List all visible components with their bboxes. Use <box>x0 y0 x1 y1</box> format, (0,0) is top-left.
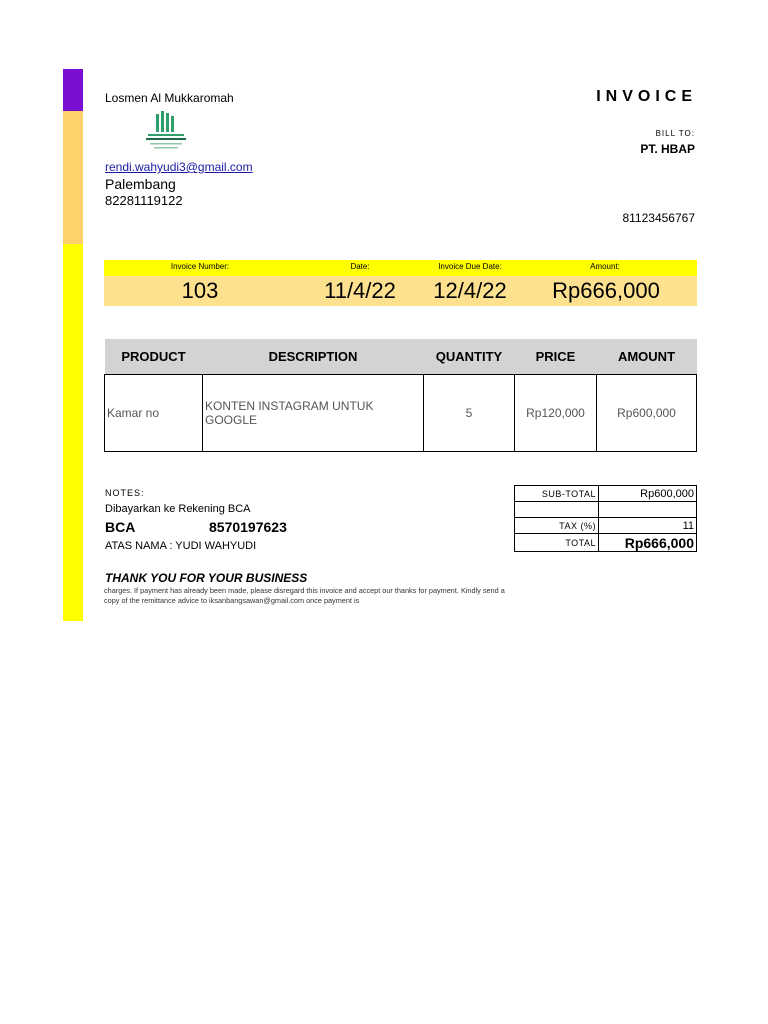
notes-text: Dibayarkan ke Rekening BCA <box>105 503 251 515</box>
header-quantity: QUANTITY <box>424 339 515 375</box>
accent-bar-yellow <box>63 244 83 621</box>
product-table-header <box>105 339 697 375</box>
company-name: Losmen Al Mukkaromah <box>105 91 234 105</box>
subtotal-row <box>515 486 697 502</box>
account-holder: ATAS NAMA : YUDI WAHYUDI <box>105 540 257 552</box>
row-quantity: 5 <box>424 375 515 452</box>
invoice-number-label: Invoice Number: <box>170 262 230 271</box>
header-amount: AMOUNT <box>597 339 697 375</box>
total-value: Rp666,000 <box>599 534 697 552</box>
amount-label: Amount: <box>590 262 620 271</box>
product-table <box>104 339 697 452</box>
totals-table <box>514 485 697 552</box>
row-description: KONTEN INSTAGRAM UNTUK GOOGLE <box>203 375 424 452</box>
bill-to-name: PT. HBAP <box>640 142 695 156</box>
row-product: Kamar no <box>105 375 203 452</box>
tax-label: TAX (%) <box>515 518 599 534</box>
date-value: 11/4/22 <box>324 278 396 303</box>
total-row <box>515 534 697 552</box>
date-label: Date: <box>350 262 370 271</box>
company-city: Palembang <box>105 176 176 192</box>
thank-you-message: THANK YOU FOR YOUR BUSINESS <box>105 571 308 585</box>
building-logo-icon <box>136 110 196 154</box>
notes-label: NOTES: <box>105 488 145 498</box>
accent-bar-purple <box>63 69 83 111</box>
subtotal-label: SUB-TOTAL <box>515 486 599 502</box>
tax-value: 11 <box>599 518 697 534</box>
blank-label <box>515 502 599 518</box>
tax-row <box>515 518 697 534</box>
blank-value <box>599 502 697 518</box>
bank-name: BCA <box>105 519 136 535</box>
due-date-label: Invoice Due Date: <box>438 262 502 271</box>
table-row <box>105 375 697 452</box>
header-price: PRICE <box>515 339 597 375</box>
header-description: DESCRIPTION <box>203 339 424 375</box>
row-price: Rp120,000 <box>515 375 597 452</box>
subtotal-value: Rp600,000 <box>599 486 697 502</box>
bill-to-label: BILL TO: <box>655 129 695 138</box>
invoice-number-value: 103 <box>181 278 219 303</box>
row-amount: Rp600,000 <box>597 375 697 452</box>
fine-print: charges. If payment has already been made, please disregard this invoice and accept our thanks for payment. Kindly send a copy of the remittance advice to iksanbangsawan@gmail.com once payment is <box>104 586 505 605</box>
accent-bar-orange <box>63 111 83 244</box>
header-product: PRODUCT <box>105 339 203 375</box>
invoice-title: INVOICE <box>596 88 697 105</box>
blank-row <box>515 502 697 518</box>
amount-value: Rp666,000 <box>552 278 660 303</box>
bill-to-phone: 81123456767 <box>622 211 695 225</box>
bank-account-number: 8570197623 <box>209 519 287 535</box>
total-label: TOTAL <box>515 534 599 552</box>
company-email-link[interactable]: rendi.wahyudi3@gmail.com <box>105 160 253 174</box>
due-date-value: 12/4/22 <box>433 278 507 303</box>
company-phone: 82281119122 <box>105 193 183 208</box>
